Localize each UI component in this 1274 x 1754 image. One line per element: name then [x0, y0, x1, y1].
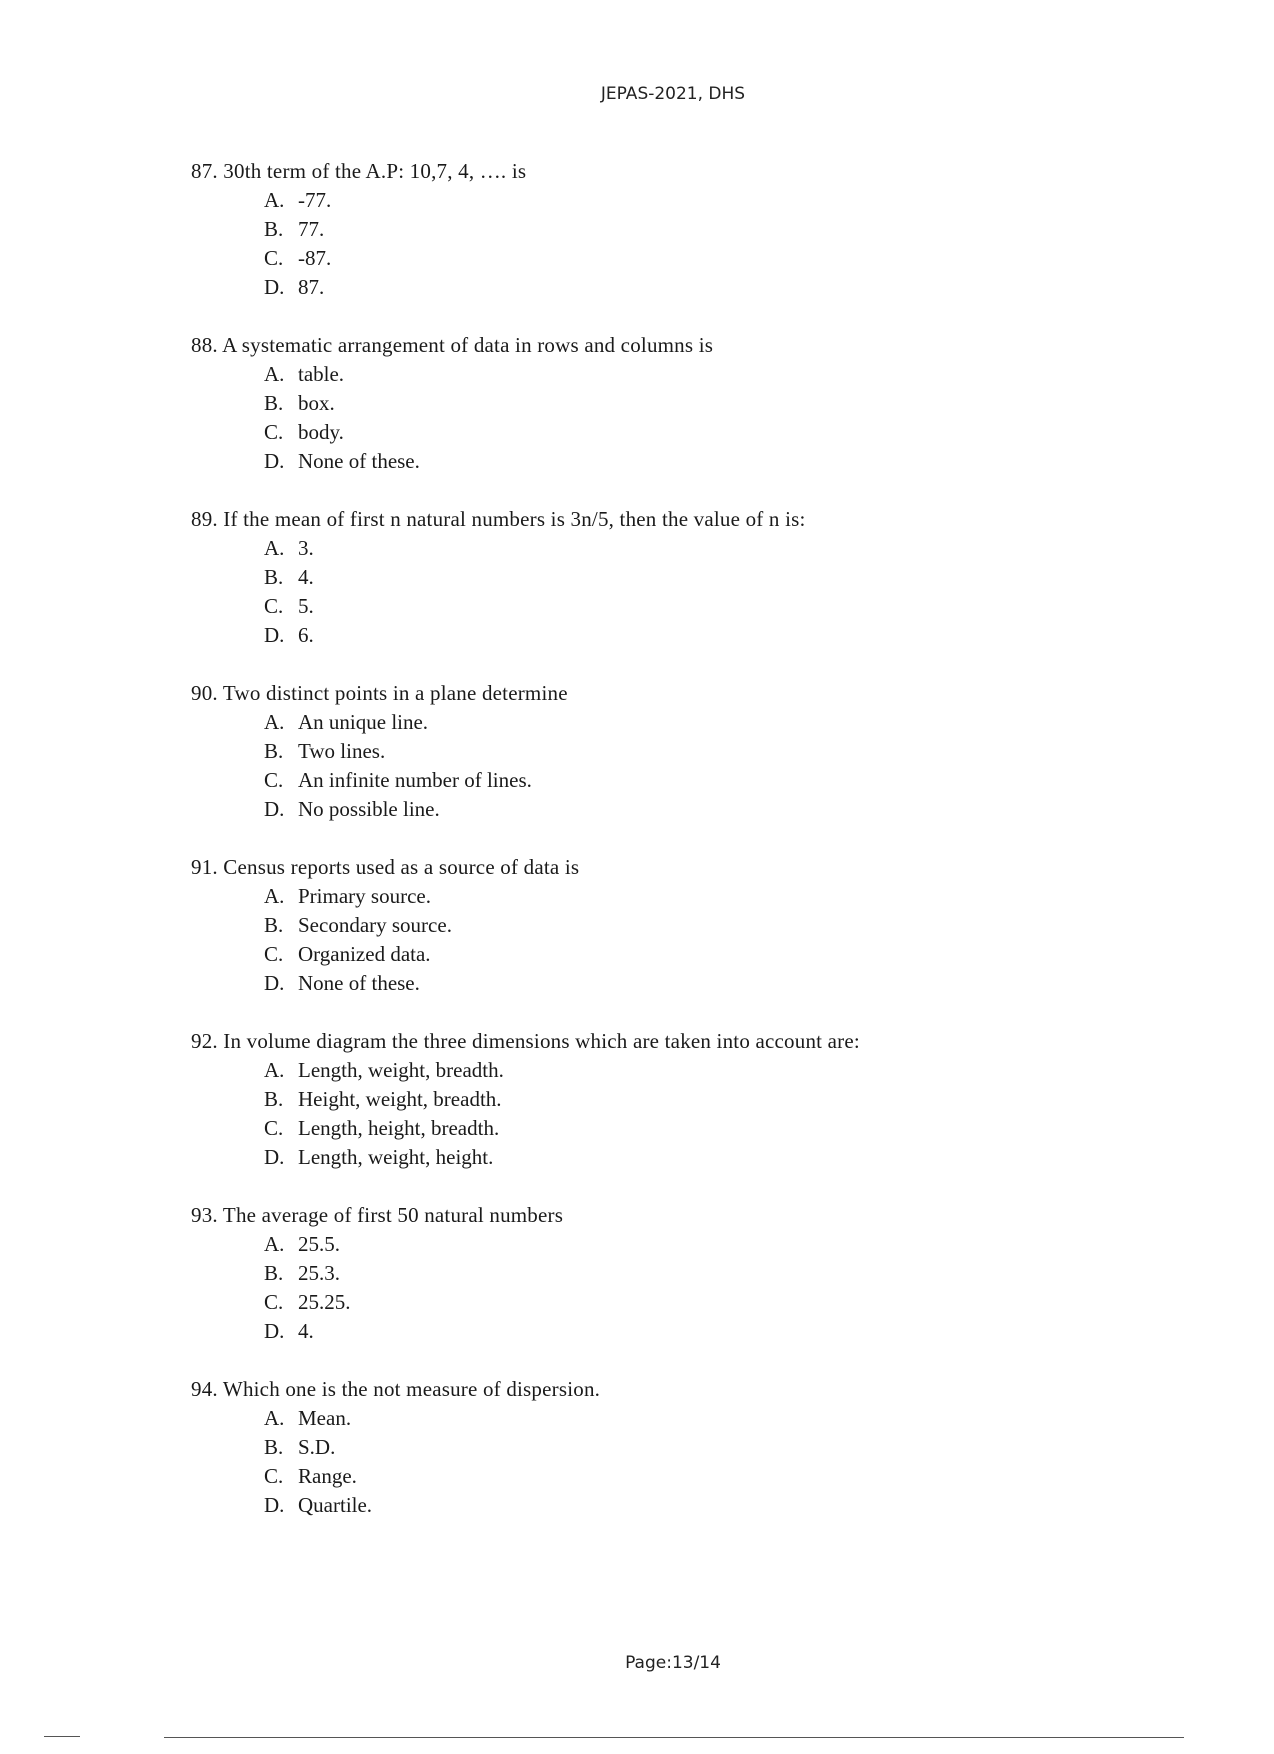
option-d: [264, 1491, 1091, 1520]
option-text: 77.: [298, 217, 325, 241]
question-list: [191, 156, 1091, 1548]
option-text: No possible line.: [298, 797, 440, 821]
option-letter: D.: [264, 449, 285, 473]
question-94: [191, 1374, 1091, 1520]
option-text: Length, weight, breadth.: [298, 1058, 504, 1082]
option-c: [264, 592, 1091, 621]
option-b: [264, 911, 1091, 940]
option-letter: D.: [264, 1145, 285, 1169]
option-text: 4.: [298, 1319, 314, 1343]
option-letter: B.: [264, 565, 284, 589]
option-letter: D.: [264, 971, 285, 995]
option-letter: C.: [264, 420, 284, 444]
option-text: None of these.: [298, 971, 420, 995]
option-letter: C.: [264, 942, 284, 966]
option-b: [264, 1085, 1091, 1114]
question-89: [191, 504, 1091, 650]
option-text: None of these.: [298, 449, 420, 473]
option-text: Secondary source.: [298, 913, 452, 937]
option-list: [191, 708, 1091, 824]
option-b: [264, 737, 1091, 766]
option-c: [264, 418, 1091, 447]
question-87: [191, 156, 1091, 302]
option-list: [191, 1056, 1091, 1172]
option-letter: D.: [264, 623, 285, 647]
option-letter: C.: [264, 768, 284, 792]
option-c: [264, 1288, 1091, 1317]
option-text: 6.: [298, 623, 314, 647]
option-d: [264, 969, 1091, 998]
option-text: 5.: [298, 594, 314, 618]
option-text: -77.: [298, 188, 332, 212]
option-letter: D.: [264, 797, 285, 821]
option-letter: C.: [264, 1116, 284, 1140]
option-list: [191, 882, 1091, 998]
option-letter: B.: [264, 217, 284, 241]
option-letter: A.: [264, 188, 285, 212]
question-text: 91. Census reports used as a source of data is: [191, 855, 580, 879]
option-a: [264, 1056, 1091, 1085]
option-d: [264, 447, 1091, 476]
option-list: [191, 1230, 1091, 1346]
option-text: Height, weight, breadth.: [298, 1087, 502, 1111]
option-a: [264, 882, 1091, 911]
option-letter: D.: [264, 1319, 285, 1343]
option-d: [264, 1143, 1091, 1172]
question-text: 94. Which one is the not measure of dispersion.: [191, 1377, 601, 1401]
option-a: [264, 186, 1091, 215]
option-d: [264, 795, 1091, 824]
option-letter: B.: [264, 1261, 284, 1285]
option-text: Length, weight, height.: [298, 1145, 494, 1169]
option-c: [264, 1114, 1091, 1143]
option-letter: B.: [264, 739, 284, 763]
option-letter: B.: [264, 1435, 284, 1459]
option-b: [264, 389, 1091, 418]
question-91: [191, 852, 1091, 998]
option-a: [264, 1230, 1091, 1259]
option-text: Two lines.: [298, 739, 386, 763]
option-text: table.: [298, 362, 345, 386]
option-b: [264, 1433, 1091, 1462]
option-text: An infinite number of lines.: [298, 768, 532, 792]
option-b: [264, 215, 1091, 244]
question-88: [191, 330, 1091, 476]
page-header: JEPAS-2021, DHS: [600, 84, 746, 104]
option-text: Organized data.: [298, 942, 431, 966]
option-letter: D.: [264, 275, 285, 299]
option-text: S.D.: [298, 1435, 336, 1459]
option-text: 25.25.: [298, 1290, 351, 1314]
option-c: [264, 766, 1091, 795]
option-letter: B.: [264, 391, 284, 415]
option-c: [264, 244, 1091, 273]
option-text: An unique line.: [298, 710, 429, 734]
page-number: Page:13/14: [625, 1653, 721, 1673]
option-list: [191, 534, 1091, 650]
option-text: body.: [298, 420, 344, 444]
option-letter: B.: [264, 1087, 284, 1111]
option-list: [191, 186, 1091, 302]
option-a: [264, 360, 1091, 389]
option-b: [264, 563, 1091, 592]
option-d: [264, 621, 1091, 650]
option-letter: C.: [264, 1290, 284, 1314]
option-letter: A.: [264, 710, 285, 734]
question-93: [191, 1200, 1091, 1346]
option-text: Mean.: [298, 1406, 352, 1430]
option-c: [264, 1462, 1091, 1491]
option-d: [264, 1317, 1091, 1346]
question-text: 92. In volume diagram the three dimensions which are taken into account are:: [191, 1029, 860, 1053]
footer-rule-long: [164, 1737, 1184, 1738]
option-a: [264, 534, 1091, 563]
option-text: 3.: [298, 536, 314, 560]
question-text: 93. The average of first 50 natural numbers: [191, 1203, 564, 1227]
option-text: Range.: [298, 1464, 357, 1488]
option-letter: A.: [264, 536, 285, 560]
option-d: [264, 273, 1091, 302]
option-text: Length, height, breadth.: [298, 1116, 500, 1140]
option-letter: C.: [264, 246, 284, 270]
option-text: box.: [298, 391, 335, 415]
option-list: [191, 1404, 1091, 1520]
footer-rule-short: [44, 1736, 80, 1737]
option-b: [264, 1259, 1091, 1288]
question-text: 89. If the mean of first n natural numbers is 3n/5, then the value of n is:: [191, 507, 806, 531]
option-letter: A.: [264, 362, 285, 386]
question-92: [191, 1026, 1091, 1172]
option-letter: B.: [264, 913, 284, 937]
option-text: 87.: [298, 275, 325, 299]
question-text: 87. 30th term of the A.P: 10,7, 4, …. is: [191, 159, 527, 183]
question-text: 90. Two distinct points in a plane determine: [191, 681, 568, 705]
option-letter: C.: [264, 1464, 284, 1488]
option-a: [264, 1404, 1091, 1433]
option-letter: A.: [264, 1058, 285, 1082]
option-text: 4.: [298, 565, 314, 589]
option-letter: A.: [264, 884, 285, 908]
option-letter: A.: [264, 1406, 285, 1430]
option-text: 25.3.: [298, 1261, 340, 1285]
option-list: [191, 360, 1091, 476]
option-c: [264, 940, 1091, 969]
question-90: [191, 678, 1091, 824]
option-letter: D.: [264, 1493, 285, 1517]
option-letter: C.: [264, 594, 284, 618]
option-letter: A.: [264, 1232, 285, 1256]
option-text: -87.: [298, 246, 332, 270]
question-text: 88. A systematic arrangement of data in rows and columns is: [191, 333, 714, 357]
option-text: Quartile.: [298, 1493, 373, 1517]
option-text: 25.5.: [298, 1232, 340, 1256]
option-text: Primary source.: [298, 884, 431, 908]
option-a: [264, 708, 1091, 737]
